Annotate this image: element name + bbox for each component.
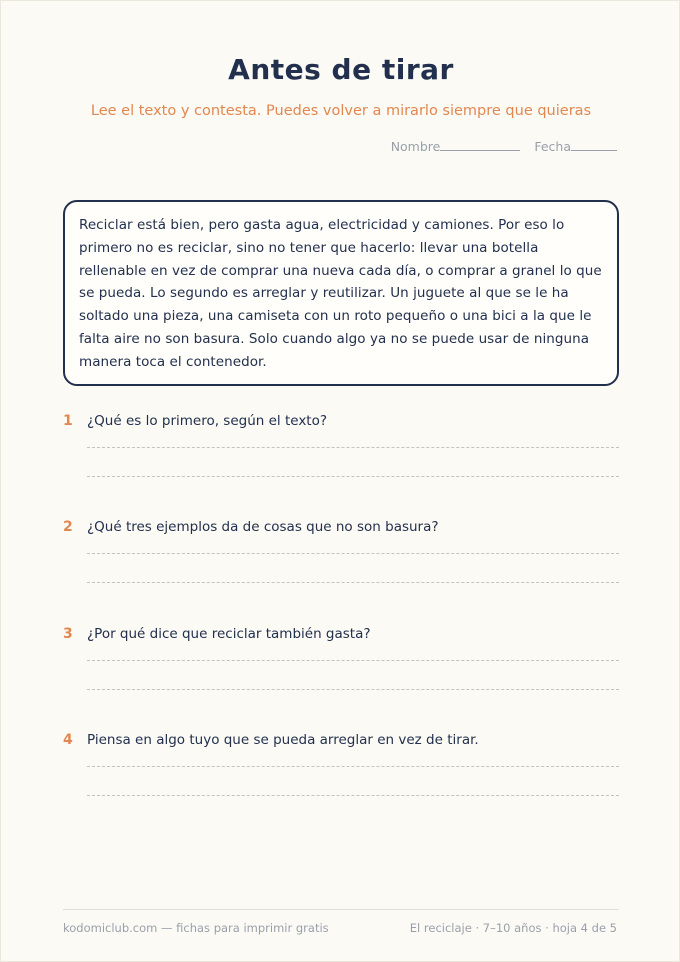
answer-line[interactable] bbox=[87, 795, 619, 796]
question-text: ¿Por qué dice que reciclar también gasta? bbox=[87, 626, 371, 642]
name-blank-line[interactable] bbox=[440, 140, 520, 151]
page-title: Antes de tirar bbox=[228, 53, 454, 86]
question-text: Piensa en algo tuyo que se pueda arreglar en vez de tirar. bbox=[87, 732, 479, 748]
date-blank-line[interactable] bbox=[571, 140, 617, 151]
answer-line[interactable] bbox=[87, 447, 619, 448]
question-number: 2 bbox=[63, 519, 73, 535]
answer-line[interactable] bbox=[87, 660, 619, 661]
question-2 bbox=[63, 519, 619, 583]
question-3 bbox=[63, 626, 619, 690]
question-number: 3 bbox=[63, 626, 73, 642]
answer-line[interactable] bbox=[87, 582, 619, 583]
reading-passage-text: Reciclar está bien, pero gasta agua, electricidad y camiones. Por eso lo primero no es reciclar, sino no tener que hacerlo: llevar una botella rellenable en vez de comprar una nueva cada día, o comprar a granel lo que se pueda. Lo segundo es arreglar y reutilizar. Un juguete al que se le ha soltado una pieza, una camiseta con un roto pequeño o una bici a la que le falta aire no son basura. Solo cuando algo ya no se puede usar de ninguna manera toca el contenedor. bbox=[79, 217, 602, 370]
question-number: 4 bbox=[63, 732, 73, 748]
answer-line[interactable] bbox=[87, 553, 619, 554]
answer-line[interactable] bbox=[87, 766, 619, 767]
reading-passage-box bbox=[63, 200, 619, 386]
question-4 bbox=[63, 732, 619, 796]
name-date-fields bbox=[391, 139, 617, 154]
question-text: ¿Qué tres ejemplos da de cosas que no son basura? bbox=[87, 519, 439, 535]
name-label: Nombre bbox=[390, 139, 441, 154]
answer-line[interactable] bbox=[87, 689, 619, 690]
answer-line[interactable] bbox=[87, 476, 619, 477]
footer-divider bbox=[63, 909, 619, 910]
question-1 bbox=[63, 413, 619, 477]
question-text: ¿Qué es lo primero, según el texto? bbox=[87, 413, 328, 429]
date-label: Fecha bbox=[534, 139, 571, 154]
instructions-subtitle: Lee el texto y contesta. Puedes volver a mirarlo siempre que quieras bbox=[90, 103, 592, 119]
footer-site-credit: kodomiclub.com — fichas para imprimir gratis bbox=[63, 921, 329, 935]
footer-page-info: El reciclaje · 7–10 años · hoja 4 de 5 bbox=[409, 921, 617, 935]
question-number: 1 bbox=[63, 413, 73, 429]
